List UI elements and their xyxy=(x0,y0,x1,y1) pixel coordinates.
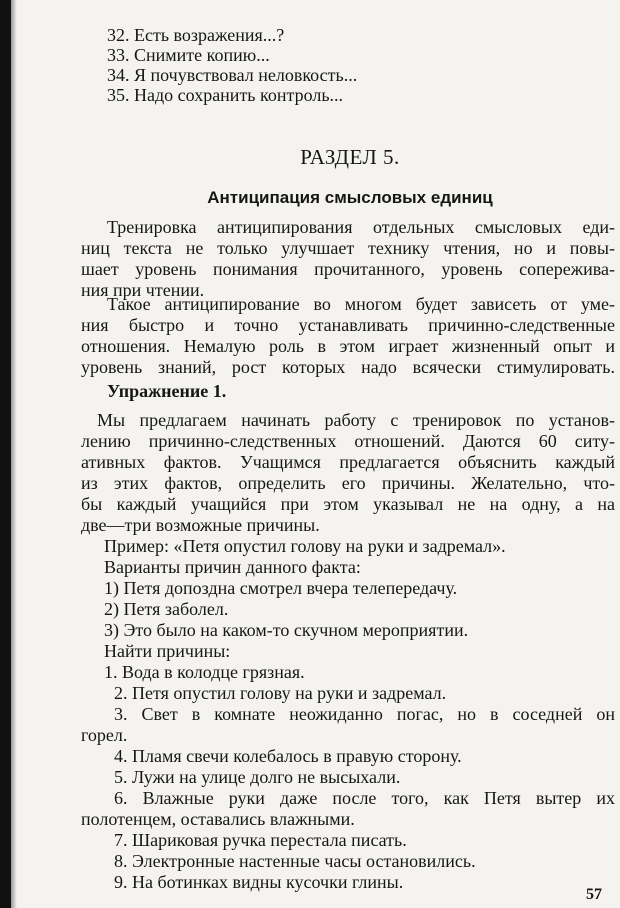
paragraph-line: Мы предлагаем начинать работу с тренировок по установ- xyxy=(97,410,615,430)
example-line: 1) Петя допоздна смотрел вчера телепередачу. xyxy=(104,578,458,598)
task-item: 1. Вода в колодце грязная. xyxy=(104,662,305,682)
paragraph-line: из этих фактов, определить его причины. Желательно, что- xyxy=(81,473,615,493)
task-item: 5. Лужи на улице долго не высыхали. xyxy=(114,767,401,787)
page-number: 57 xyxy=(586,886,602,903)
task-item: 9. На ботинках видны кусочки глины. xyxy=(114,872,404,892)
list-item: 33. Снимите копию... xyxy=(107,45,270,65)
section-subtitle: Антиципация смысловых единиц xyxy=(207,188,493,207)
example-line: Найти причины: xyxy=(104,641,231,661)
task-item: 8. Электронные настенные часы остановились. xyxy=(114,851,476,871)
paragraph-line: две—три возможные причины. xyxy=(81,515,320,535)
paragraph-line: ния быстро и точно устанавливать причинно-следственные xyxy=(81,315,615,335)
example-line: Пример: «Петя опустил голову на руки и задремал». xyxy=(104,536,506,556)
exercise-title: Упражнение 1. xyxy=(107,381,227,401)
paragraph-line: ния при чтении. xyxy=(81,280,205,300)
task-item-continuation: горел. xyxy=(81,725,128,745)
task-item: 4. Пламя свечи колебалось в правую сторону. xyxy=(114,746,462,766)
task-item: 7. Шариковая ручка перестала писать. xyxy=(114,830,407,850)
paragraph-line: шает уровень понимания прочитанного, уровень сопережива- xyxy=(81,259,615,279)
list-item: 32. Есть возражения...? xyxy=(107,25,285,45)
paragraph-line: ниц текста не только улучшает технику чтения, но и повы- xyxy=(81,238,615,258)
task-item: 2. Петя опустил голову на руки и задремал. xyxy=(114,683,447,703)
paragraph-line: ативных фактов. Учащимся предлагается объяснить каждый xyxy=(81,452,615,472)
paragraph-line: отношения. Немалую роль в этом играет жизненный опыт и xyxy=(81,336,615,356)
task-item: 6. Влажные руки даже после того, как Петя вытер их xyxy=(114,788,615,808)
paragraph-line: уровень знаний, рост которых надо всячески стимулировать. xyxy=(81,357,615,377)
list-item: 35. Надо сохранить контроль... xyxy=(107,85,344,105)
section-title: РАЗДЕЛ 5. xyxy=(300,145,400,169)
task-item: 3. Свет в комнате неожиданно погас, но в соседней он xyxy=(114,704,615,724)
paragraph-line: Такое антиципирование во многом будет зависеть от уме- xyxy=(107,294,615,314)
paragraph-line: бы каждый учащийся при этом указывал не на одну, а на xyxy=(81,494,615,514)
task-item-continuation: полотенцем, оставались влажными. xyxy=(81,809,355,829)
example-line: Варианты причин данного факта: xyxy=(104,557,361,577)
example-line: 3) Это было на каком-то скучном мероприятии. xyxy=(104,620,469,640)
paragraph-line: лению причинно-следственных отношений. Даются 60 ситу- xyxy=(81,431,615,451)
list-item: 34. Я почувствовал неловкость... xyxy=(107,65,358,85)
paragraph-line: Тренировка антиципирования отдельных смысловых еди- xyxy=(107,217,615,237)
example-line: 2) Петя заболел. xyxy=(104,599,229,619)
